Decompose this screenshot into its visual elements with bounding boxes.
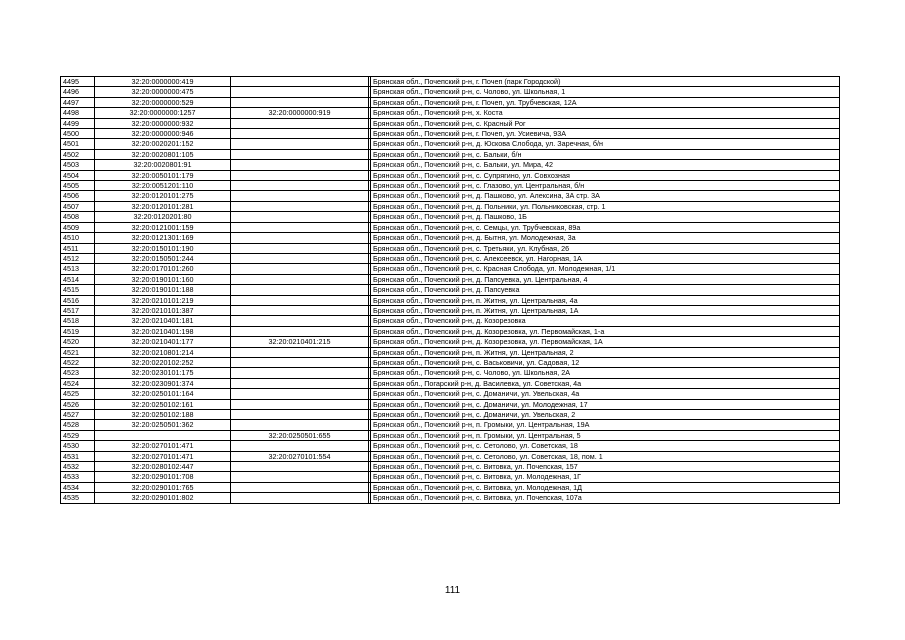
row-number-cell: 4498 <box>61 108 95 118</box>
row-number-cell: 4500 <box>61 129 95 139</box>
address-cell: Брянская обл., Почепский р-н, с. Красная Слобода, ул. Молодежная, 1/1 <box>371 264 840 274</box>
table-row <box>61 472 840 482</box>
address-cell: Брянская обл., Почепский р-н, д. Козорезовка <box>371 316 840 326</box>
parent-cadastral-number-cell <box>231 441 369 451</box>
cadastral-number-cell: 32:20:0230901:374 <box>95 378 231 388</box>
row-number-cell: 4532 <box>61 462 95 472</box>
row-number-cell: 4534 <box>61 482 95 492</box>
cadastral-number-cell: 32:20:0290101:708 <box>95 472 231 482</box>
address-cell: Брянская обл., Почепский р-н, д. Польники, ул. Польниковская, стр. 1 <box>371 201 840 211</box>
row-number-cell: 4499 <box>61 118 95 128</box>
row-number-cell: 4533 <box>61 472 95 482</box>
cadastral-number-cell: 32:20:0000000:946 <box>95 129 231 139</box>
table-row <box>61 337 840 347</box>
parent-cadastral-number-cell <box>231 201 369 211</box>
parent-cadastral-number-cell <box>231 295 369 305</box>
cadastral-number-cell: 32:20:0000000:1257 <box>95 108 231 118</box>
row-number-cell: 4507 <box>61 201 95 211</box>
table-row <box>61 233 840 243</box>
parent-cadastral-number-cell <box>231 139 369 149</box>
parent-cadastral-number-cell <box>231 410 369 420</box>
cadastral-number-cell: 32:20:0120101:281 <box>95 201 231 211</box>
row-number-cell: 4504 <box>61 170 95 180</box>
cadastral-number-cell: 32:20:0250101:164 <box>95 389 231 399</box>
address-cell: Брянская обл., Почепский р-н, с. Сетолово, ул. Советская, 18 <box>371 441 840 451</box>
cadastral-number-cell: 32:20:0150501:244 <box>95 253 231 263</box>
address-cell: Брянская обл., Почепский р-н, г. Почеп, ул. Усиевича, 93А <box>371 129 840 139</box>
parent-cadastral-number-cell <box>231 274 369 284</box>
cadastral-number-cell: 32:20:0120201:80 <box>95 212 231 222</box>
parent-cadastral-number-cell <box>231 160 369 170</box>
row-number-cell: 4535 <box>61 493 95 503</box>
cadastral-number-cell: 32:20:0270101:471 <box>95 451 231 461</box>
cadastral-number-cell <box>95 430 231 440</box>
table-row <box>61 108 840 118</box>
row-number-cell: 4529 <box>61 430 95 440</box>
row-number-cell: 4518 <box>61 316 95 326</box>
table-row <box>61 264 840 274</box>
address-cell: Брянская обл., Почепский р-н, с. Красный Рог <box>371 118 840 128</box>
parent-cadastral-number-cell <box>231 243 369 253</box>
cadastral-number-cell: 32:20:0170101:260 <box>95 264 231 274</box>
row-number-cell: 4523 <box>61 368 95 378</box>
table-row <box>61 253 840 263</box>
table-row <box>61 160 840 170</box>
table-row <box>61 493 840 503</box>
table-row <box>61 462 840 472</box>
table-row <box>61 389 840 399</box>
cadastral-number-cell: 32:20:0121001:159 <box>95 222 231 232</box>
table-row <box>61 181 840 191</box>
row-number-cell: 4505 <box>61 181 95 191</box>
address-cell: Брянская обл., Почепский р-н, д. Бытня, ул. Молодежная, 3а <box>371 233 840 243</box>
cadastral-number-cell: 32:20:0000000:475 <box>95 87 231 97</box>
cadastral-number-cell: 32:20:0280102:447 <box>95 462 231 472</box>
cadastral-number-cell: 32:20:0230101:175 <box>95 368 231 378</box>
cadastral-number-cell: 32:20:0220102:252 <box>95 357 231 367</box>
address-cell: Брянская обл., Почепский р-н, с. Глазово, ул. Центральная, б/н <box>371 181 840 191</box>
parent-cadastral-number-cell <box>231 482 369 492</box>
table-row <box>61 149 840 159</box>
cadastral-number-cell: 32:20:0210801:214 <box>95 347 231 357</box>
address-cell: Брянская обл., Почепский р-н, с. Доманичи, ул. Увельская, 4а <box>371 389 840 399</box>
table-row <box>61 326 840 336</box>
table-row <box>61 243 840 253</box>
row-number-cell: 4509 <box>61 222 95 232</box>
address-cell: Брянская обл., Почепский р-н, с. Семцы, ул. Трубчевская, 89а <box>371 222 840 232</box>
cadastral-number-cell: 32:20:0000000:419 <box>95 77 231 87</box>
cadastral-number-cell: 32:20:0190101:160 <box>95 274 231 284</box>
cadastral-number-cell: 32:20:0190101:188 <box>95 285 231 295</box>
cadastral-number-cell: 32:20:0121301:169 <box>95 233 231 243</box>
address-cell: Брянская обл., Почепский р-н, с. Доманичи, ул. Молодежная, 17 <box>371 399 840 409</box>
parent-cadastral-number-cell <box>231 493 369 503</box>
parent-cadastral-number-cell: 32:20:0000000:919 <box>231 108 369 118</box>
table-row <box>61 97 840 107</box>
address-cell: Брянская обл., Почепский р-н, п. Житня, ул. Центральная, 4а <box>371 295 840 305</box>
row-number-cell: 4526 <box>61 399 95 409</box>
address-cell: Брянская обл., Почепский р-н, д. Козорезовка, ул. Первомайская, 1-а <box>371 326 840 336</box>
table-row <box>61 201 840 211</box>
row-number-cell: 4502 <box>61 149 95 159</box>
parent-cadastral-number-cell <box>231 118 369 128</box>
parent-cadastral-number-cell <box>231 462 369 472</box>
address-cell: Брянская обл., Почепский р-н, д. Пашково, ул. Алексина, 3А стр. 3А <box>371 191 840 201</box>
cadastral-number-cell: 32:20:0210101:219 <box>95 295 231 305</box>
address-cell: Брянская обл., Почепский р-н, х. Коста <box>371 108 840 118</box>
row-number-cell: 4530 <box>61 441 95 451</box>
cadastral-number-cell: 32:20:0020201:152 <box>95 139 231 149</box>
parent-cadastral-number-cell <box>231 305 369 315</box>
table-row <box>61 139 840 149</box>
parent-cadastral-number-cell <box>231 253 369 263</box>
address-cell: Брянская обл., Почепский р-н, п. Житня, ул. Центральная, 2 <box>371 347 840 357</box>
row-number-cell: 4524 <box>61 378 95 388</box>
cadastral-number-cell: 32:20:0290101:802 <box>95 493 231 503</box>
table-row <box>61 274 840 284</box>
parent-cadastral-number-cell <box>231 149 369 159</box>
row-number-cell: 4522 <box>61 357 95 367</box>
row-number-cell: 4516 <box>61 295 95 305</box>
table-row <box>61 118 840 128</box>
parent-cadastral-number-cell <box>231 389 369 399</box>
row-number-cell: 4496 <box>61 87 95 97</box>
registry-table <box>60 76 840 504</box>
table-row <box>61 170 840 180</box>
table-row <box>61 77 840 87</box>
address-cell: Брянская обл., Почепский р-н, д. Папсуевка, ул. Центральная, 4 <box>371 274 840 284</box>
parent-cadastral-number-cell <box>231 191 369 201</box>
parent-cadastral-number-cell <box>231 378 369 388</box>
row-number-cell: 4495 <box>61 77 95 87</box>
row-number-cell: 4506 <box>61 191 95 201</box>
table-row <box>61 451 840 461</box>
cadastral-number-cell: 32:20:0020801:105 <box>95 149 231 159</box>
address-cell: Брянская обл., Почепский р-н, с. Бальки, б/н <box>371 149 840 159</box>
parent-cadastral-number-cell <box>231 170 369 180</box>
cadastral-number-cell: 32:20:0290101:765 <box>95 482 231 492</box>
parent-cadastral-number-cell: 32:20:0270101:554 <box>231 451 369 461</box>
parent-cadastral-number-cell: 32:20:0250501:655 <box>231 430 369 440</box>
table-row <box>61 191 840 201</box>
cadastral-number-cell: 32:20:0210401:181 <box>95 316 231 326</box>
parent-cadastral-number-cell <box>231 420 369 430</box>
cadastral-number-cell: 32:20:0150101:190 <box>95 243 231 253</box>
address-cell: Брянская обл., Почепский р-н, с. Супрягино, ул. Совхозная <box>371 170 840 180</box>
parent-cadastral-number-cell <box>231 181 369 191</box>
table-row <box>61 285 840 295</box>
row-number-cell: 4513 <box>61 264 95 274</box>
row-number-cell: 4514 <box>61 274 95 284</box>
address-cell: Брянская обл., Почепский р-н, г. Почеп (парк Городской) <box>371 77 840 87</box>
address-cell: Брянская обл., Почепский р-н, с. Витовка, ул. Почепская, 157 <box>371 462 840 472</box>
cadastral-number-cell: 32:20:0250501:362 <box>95 420 231 430</box>
table-row <box>61 368 840 378</box>
table-row <box>61 482 840 492</box>
row-number-cell: 4512 <box>61 253 95 263</box>
row-number-cell: 4515 <box>61 285 95 295</box>
cadastral-number-cell: 32:20:0020801:91 <box>95 160 231 170</box>
address-cell: Брянская обл., Почепский р-н, г. Почеп, ул. Трубчевская, 12А <box>371 97 840 107</box>
parent-cadastral-number-cell <box>231 77 369 87</box>
row-number-cell: 4511 <box>61 243 95 253</box>
row-number-cell: 4528 <box>61 420 95 430</box>
parent-cadastral-number-cell <box>231 285 369 295</box>
cadastral-number-cell: 32:20:0050101:179 <box>95 170 231 180</box>
cadastral-number-cell: 32:20:0210401:198 <box>95 326 231 336</box>
table-row <box>61 357 840 367</box>
row-number-cell: 4520 <box>61 337 95 347</box>
address-cell: Брянская обл., Почепский р-н, с. Витовка, ул. Молодежная, 1Д <box>371 482 840 492</box>
row-number-cell: 4525 <box>61 389 95 399</box>
address-cell: Брянская обл., Почепский р-н, д. Пашково, 1Б <box>371 212 840 222</box>
row-number-cell: 4501 <box>61 139 95 149</box>
address-cell: Брянская обл., Почепский р-н, с. Витовка, ул. Молодежная, 1Г <box>371 472 840 482</box>
cadastral-number-cell: 32:20:0250102:188 <box>95 410 231 420</box>
cadastral-number-cell: 32:20:0120101:275 <box>95 191 231 201</box>
table-row <box>61 295 840 305</box>
address-cell: Брянская обл., Почепский р-н, с. Витовка, ул. Почепская, 107а <box>371 493 840 503</box>
parent-cadastral-number-cell <box>231 472 369 482</box>
parent-cadastral-number-cell <box>231 222 369 232</box>
cadastral-number-cell: 32:20:0210401:177 <box>95 337 231 347</box>
row-number-cell: 4497 <box>61 97 95 107</box>
cadastral-number-cell: 32:20:0270101:471 <box>95 441 231 451</box>
table-row <box>61 129 840 139</box>
table-row <box>61 316 840 326</box>
parent-cadastral-number-cell <box>231 357 369 367</box>
cadastral-number-cell: 32:20:0210101:387 <box>95 305 231 315</box>
address-cell: Брянская обл., Почепский р-н, с. Бальки, ул. Мира, 42 <box>371 160 840 170</box>
table-row <box>61 410 840 420</box>
address-cell: Брянская обл., Почепский р-н, д. Юскова Слобода, ул. Заречная, б/н <box>371 139 840 149</box>
row-number-cell: 4503 <box>61 160 95 170</box>
address-cell: Брянская обл., Почепский р-н, с. Чолово, ул. Школьная, 2А <box>371 368 840 378</box>
row-number-cell: 4508 <box>61 212 95 222</box>
address-cell: Брянская обл., Почепский р-н, с. Доманичи, ул. Увельская, 2 <box>371 410 840 420</box>
parent-cadastral-number-cell <box>231 316 369 326</box>
registry-table-body <box>61 77 840 504</box>
table-row <box>61 305 840 315</box>
parent-cadastral-number-cell <box>231 347 369 357</box>
parent-cadastral-number-cell <box>231 97 369 107</box>
address-cell: Брянская обл., Почепский р-н, с. Чолово, ул. Школьная, 1 <box>371 87 840 97</box>
address-cell: Брянская обл., Погарский р-н, д. Василевка, ул. Советская, 4а <box>371 378 840 388</box>
address-cell: Брянская обл., Почепский р-н, д. Козорезовка, ул. Первомайская, 1А <box>371 337 840 347</box>
table-row <box>61 399 840 409</box>
parent-cadastral-number-cell <box>231 264 369 274</box>
parent-cadastral-number-cell: 32:20:0210401:215 <box>231 337 369 347</box>
parent-cadastral-number-cell <box>231 399 369 409</box>
address-cell: Брянская обл., Почепский р-н, с. Третьяки, ул. Клубная, 26 <box>371 243 840 253</box>
table-row <box>61 378 840 388</box>
parent-cadastral-number-cell <box>231 87 369 97</box>
row-number-cell: 4517 <box>61 305 95 315</box>
cadastral-number-cell: 32:20:0000000:529 <box>95 97 231 107</box>
table-row <box>61 347 840 357</box>
address-cell: Брянская обл., Почепский р-н, с. Алексеевск, ул. Нагорная, 1А <box>371 253 840 263</box>
parent-cadastral-number-cell <box>231 212 369 222</box>
row-number-cell: 4527 <box>61 410 95 420</box>
table-row <box>61 222 840 232</box>
address-cell: Брянская обл., Почепский р-н, д. Папсуевка <box>371 285 840 295</box>
address-cell: Брянская обл., Почепский р-н, с. Сетолово, ул. Советская, 18, пом. 1 <box>371 451 840 461</box>
parent-cadastral-number-cell <box>231 129 369 139</box>
parent-cadastral-number-cell <box>231 233 369 243</box>
row-number-cell: 4521 <box>61 347 95 357</box>
row-number-cell: 4531 <box>61 451 95 461</box>
cadastral-number-cell: 32:20:0000000:932 <box>95 118 231 128</box>
row-number-cell: 4519 <box>61 326 95 336</box>
address-cell: Брянская обл., Почепский р-н, п. Житня, ул. Центральная, 1А <box>371 305 840 315</box>
address-cell: Брянская обл., Почепский р-н, п. Громыки, ул. Центральная, 19А <box>371 420 840 430</box>
row-number-cell: 4510 <box>61 233 95 243</box>
parent-cadastral-number-cell <box>231 326 369 336</box>
parent-cadastral-number-cell <box>231 368 369 378</box>
address-cell: Брянская обл., Почепский р-н, с. Васьковичи, ул. Садовая, 12 <box>371 357 840 367</box>
table-row <box>61 420 840 430</box>
cadastral-number-cell: 32:20:0250102:161 <box>95 399 231 409</box>
address-cell: Брянская обл., Почепский р-н, п. Громыки, ул. Центральная, 5 <box>371 430 840 440</box>
cadastral-number-cell: 32:20:0051201:110 <box>95 181 231 191</box>
table-row <box>61 212 840 222</box>
page-number: 111 <box>444 585 461 596</box>
table-row <box>61 441 840 451</box>
table-row <box>61 430 840 440</box>
table-row <box>61 87 840 97</box>
